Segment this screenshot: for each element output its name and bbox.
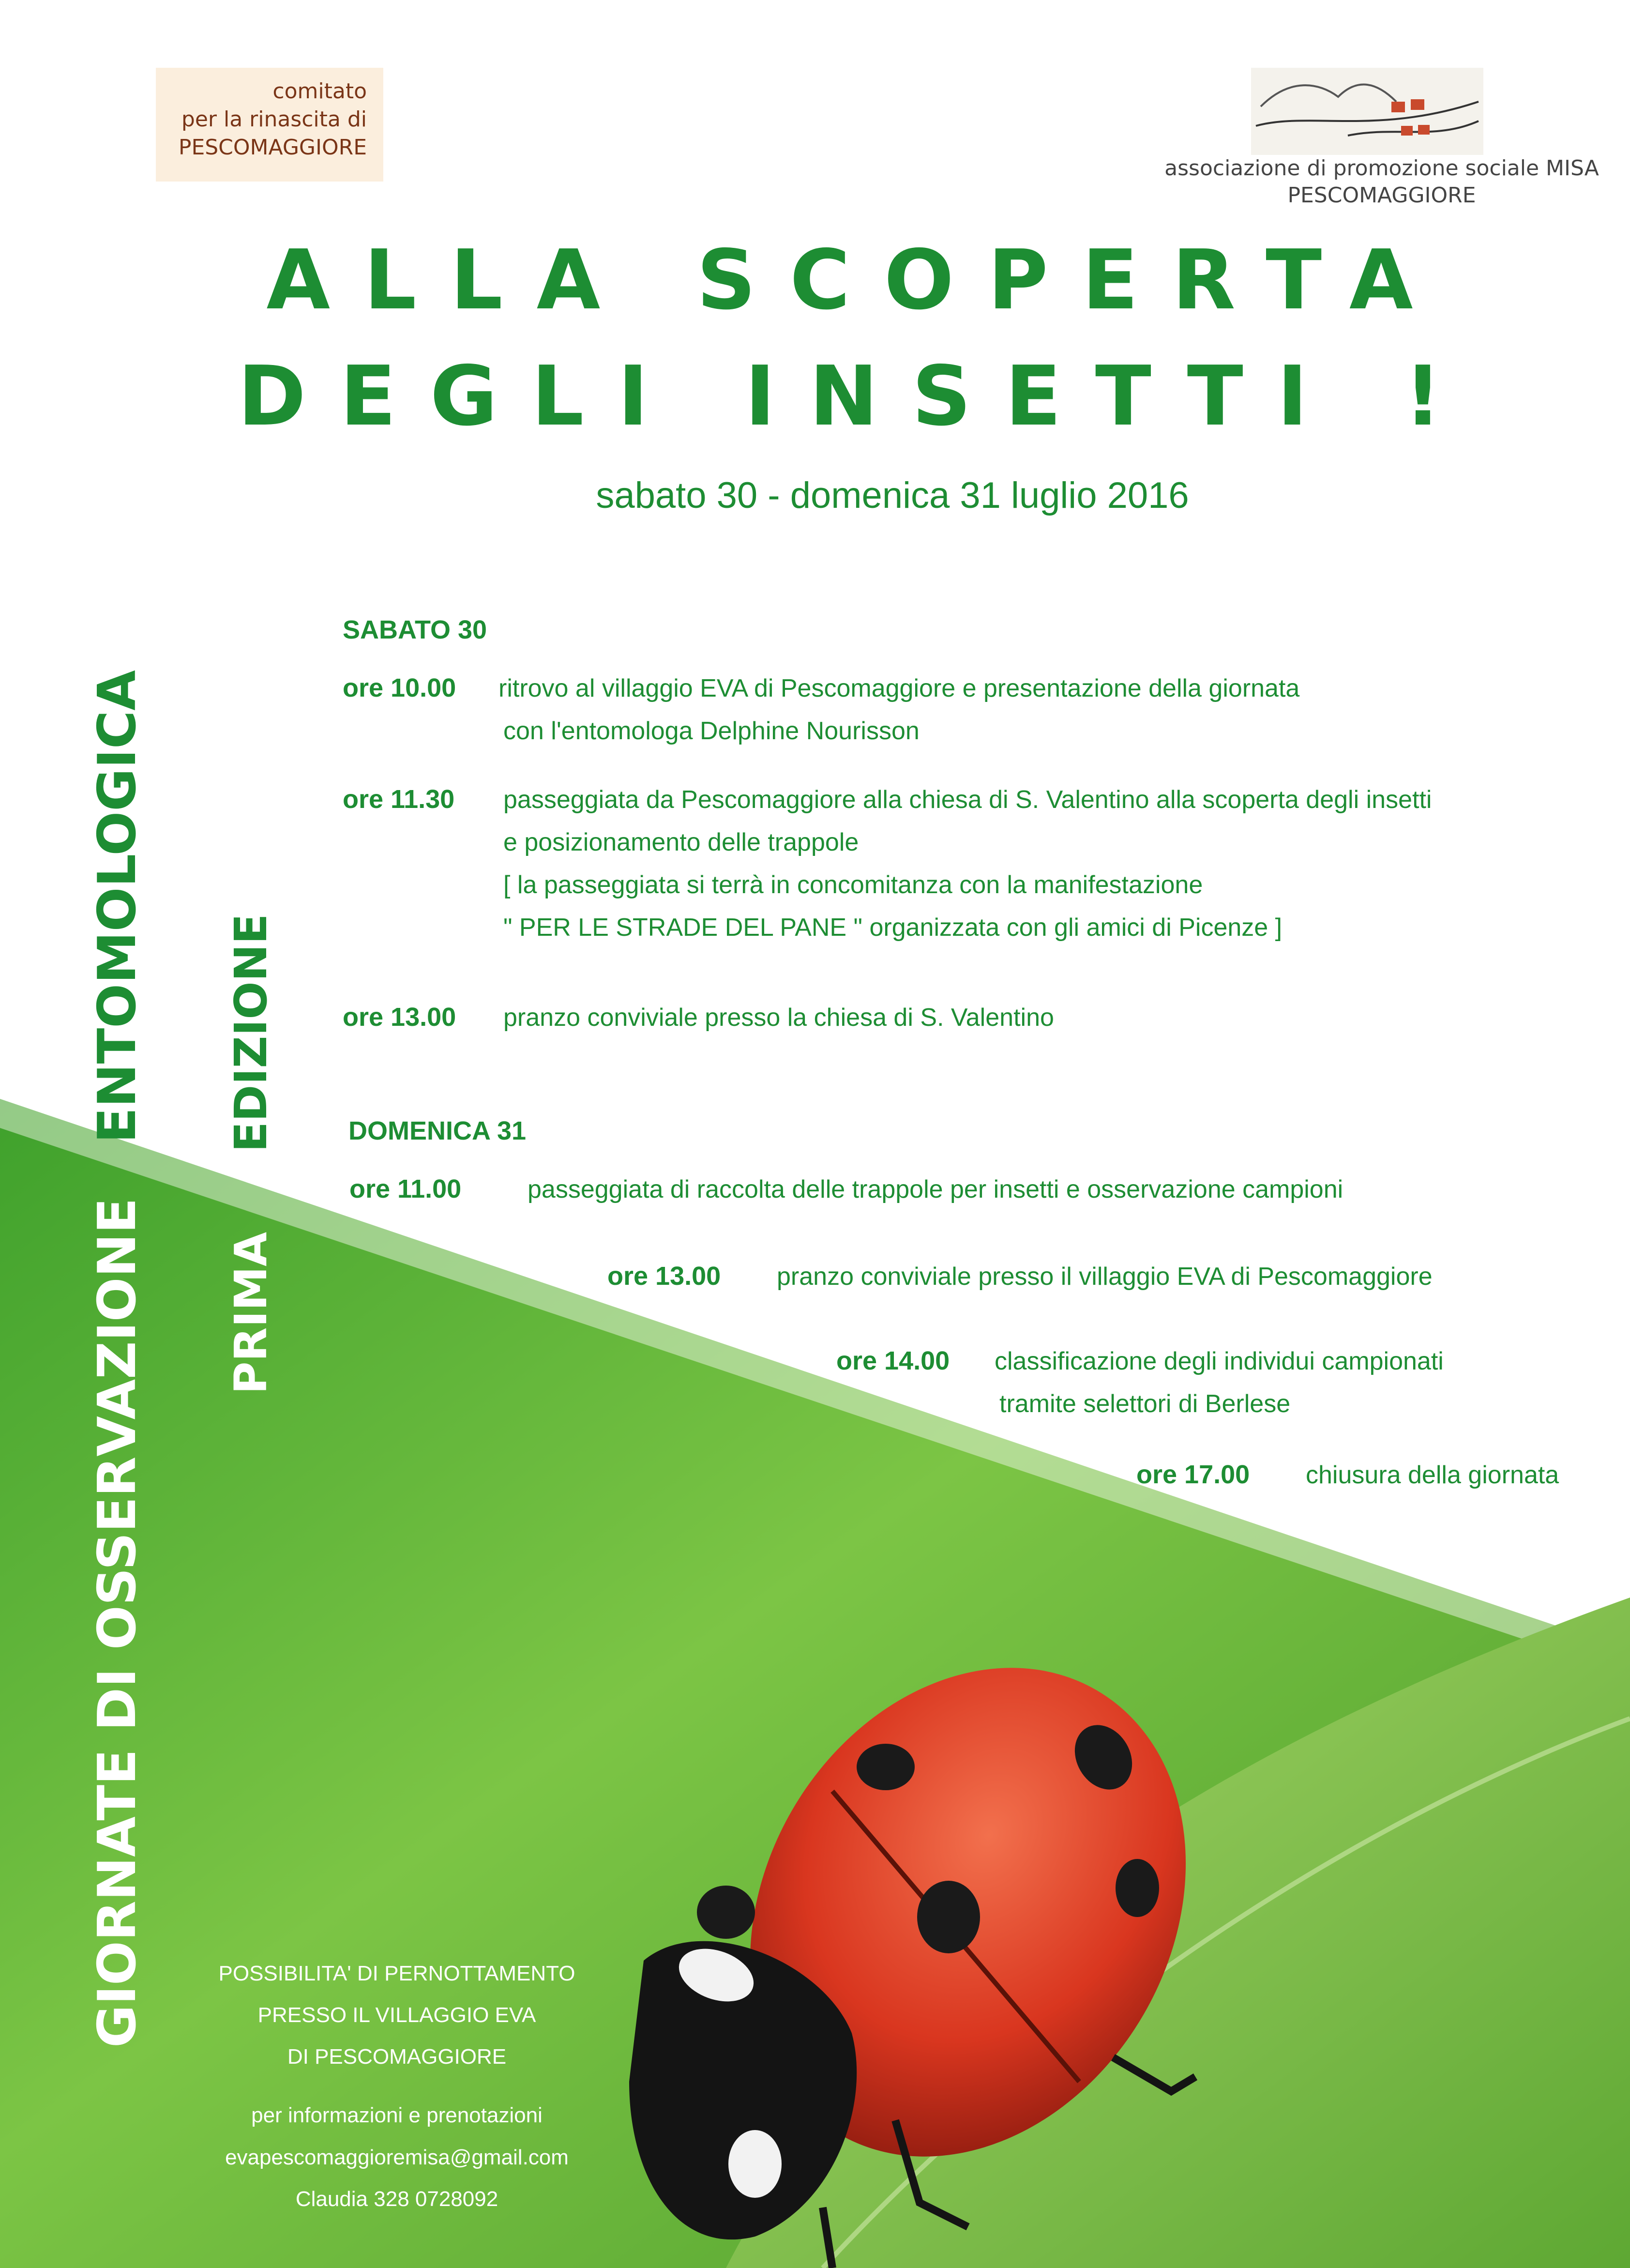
saturday-heading: SABATO 30 [343, 615, 487, 644]
comitato-logo [156, 68, 383, 182]
footer-info: per informazioni e prenotazioni [251, 2103, 543, 2127]
sat-time-3: ore 13.00 [343, 1003, 456, 1032]
side-title-edizione: EDIZIONE [225, 913, 277, 1152]
sat-time-2: ore 11.30 [343, 785, 455, 814]
sat-desc-3-line1: pranzo conviviale presso la chiesa di S. Valentino [503, 1004, 1054, 1032]
sun-desc-4-line1: chiusura della giornata [1306, 1461, 1559, 1489]
side-title-part2: ENTOMOLOGICA [87, 670, 148, 1143]
title-line-1: ALLA SCOPERTA [266, 232, 1447, 328]
misa-landscape-logo [1251, 68, 1483, 155]
sun-desc-2-line1: pranzo conviviale presso il villaggio EVA di Pescomaggiore [777, 1263, 1433, 1291]
sun-time-1: ore 11.00 [349, 1174, 462, 1203]
sun-time-4: ore 17.00 [1136, 1460, 1250, 1489]
side-title-part1: GIORNATE DI OSSERVAZIONE [87, 1198, 148, 2048]
misa-line1: associazione di promozione sociale MISA [1164, 156, 1599, 181]
sat-desc-1-line1: ritrovo al villaggio EVA di Pescomaggiore e presentazione della giornata [498, 674, 1300, 702]
sat-desc-1-line2: con l'entomologa Delphine Nourisson [503, 717, 920, 745]
comitato-line3: PESCOMAGGIORE [178, 135, 367, 160]
sunday-heading: DOMENICA 31 [348, 1116, 527, 1145]
contact-email[interactable]: evapescomaggioremisa@gmail.com [225, 2146, 569, 2169]
title-line-2: DEGLI INSETTI ! [238, 349, 1476, 444]
footer-line1: POSSIBILITA' DI PERNOTTAMENTO [218, 1962, 575, 1985]
sun-desc-3-line1: classificazione degli individui campionati [995, 1347, 1444, 1375]
sun-desc-3-line2: tramite selettori di Berlese [999, 1390, 1291, 1418]
side-title-prima: PRIMA [225, 1232, 277, 1394]
misa-line2: PESCOMAGGIORE [1287, 183, 1476, 208]
sat-desc-2-line2: e posizionamento delle trappole [503, 828, 859, 856]
misa-logo-text [1152, 155, 1612, 209]
sat-desc-2-line1: passeggiata da Pescomaggiore alla chiesa di S. Valentino alla scoperta degli insetti [503, 786, 1432, 814]
sat-desc-2-line4: " PER LE STRADE DEL PANE " organizzata con gli amici di Picenze ] [503, 913, 1283, 942]
footer-line2: PRESSO IL VILLAGGIO EVA [257, 2003, 536, 2027]
footer-line3: DI PESCOMAGGIORE [287, 2045, 507, 2069]
sun-time-3: ore 14.00 [836, 1346, 950, 1375]
side-title-main [87, 670, 148, 2048]
sat-desc-2-line3: [ la passeggiata si terrà in concomitanza con la manifestazione [503, 871, 1203, 899]
comitato-line1: comitato [272, 79, 367, 104]
contact-phone[interactable]: Claudia 328 0728092 [295, 2187, 498, 2211]
sun-desc-1-line1: passeggiata di raccolta delle trappole per insetti e osservazione campioni [528, 1175, 1343, 1203]
sun-time-2: ore 13.00 [607, 1262, 721, 1291]
event-dates: sabato 30 - domenica 31 luglio 2016 [596, 475, 1189, 516]
sat-time-1: ore 10.00 [343, 673, 456, 702]
comitato-line2: per la rinascita di [181, 107, 367, 132]
